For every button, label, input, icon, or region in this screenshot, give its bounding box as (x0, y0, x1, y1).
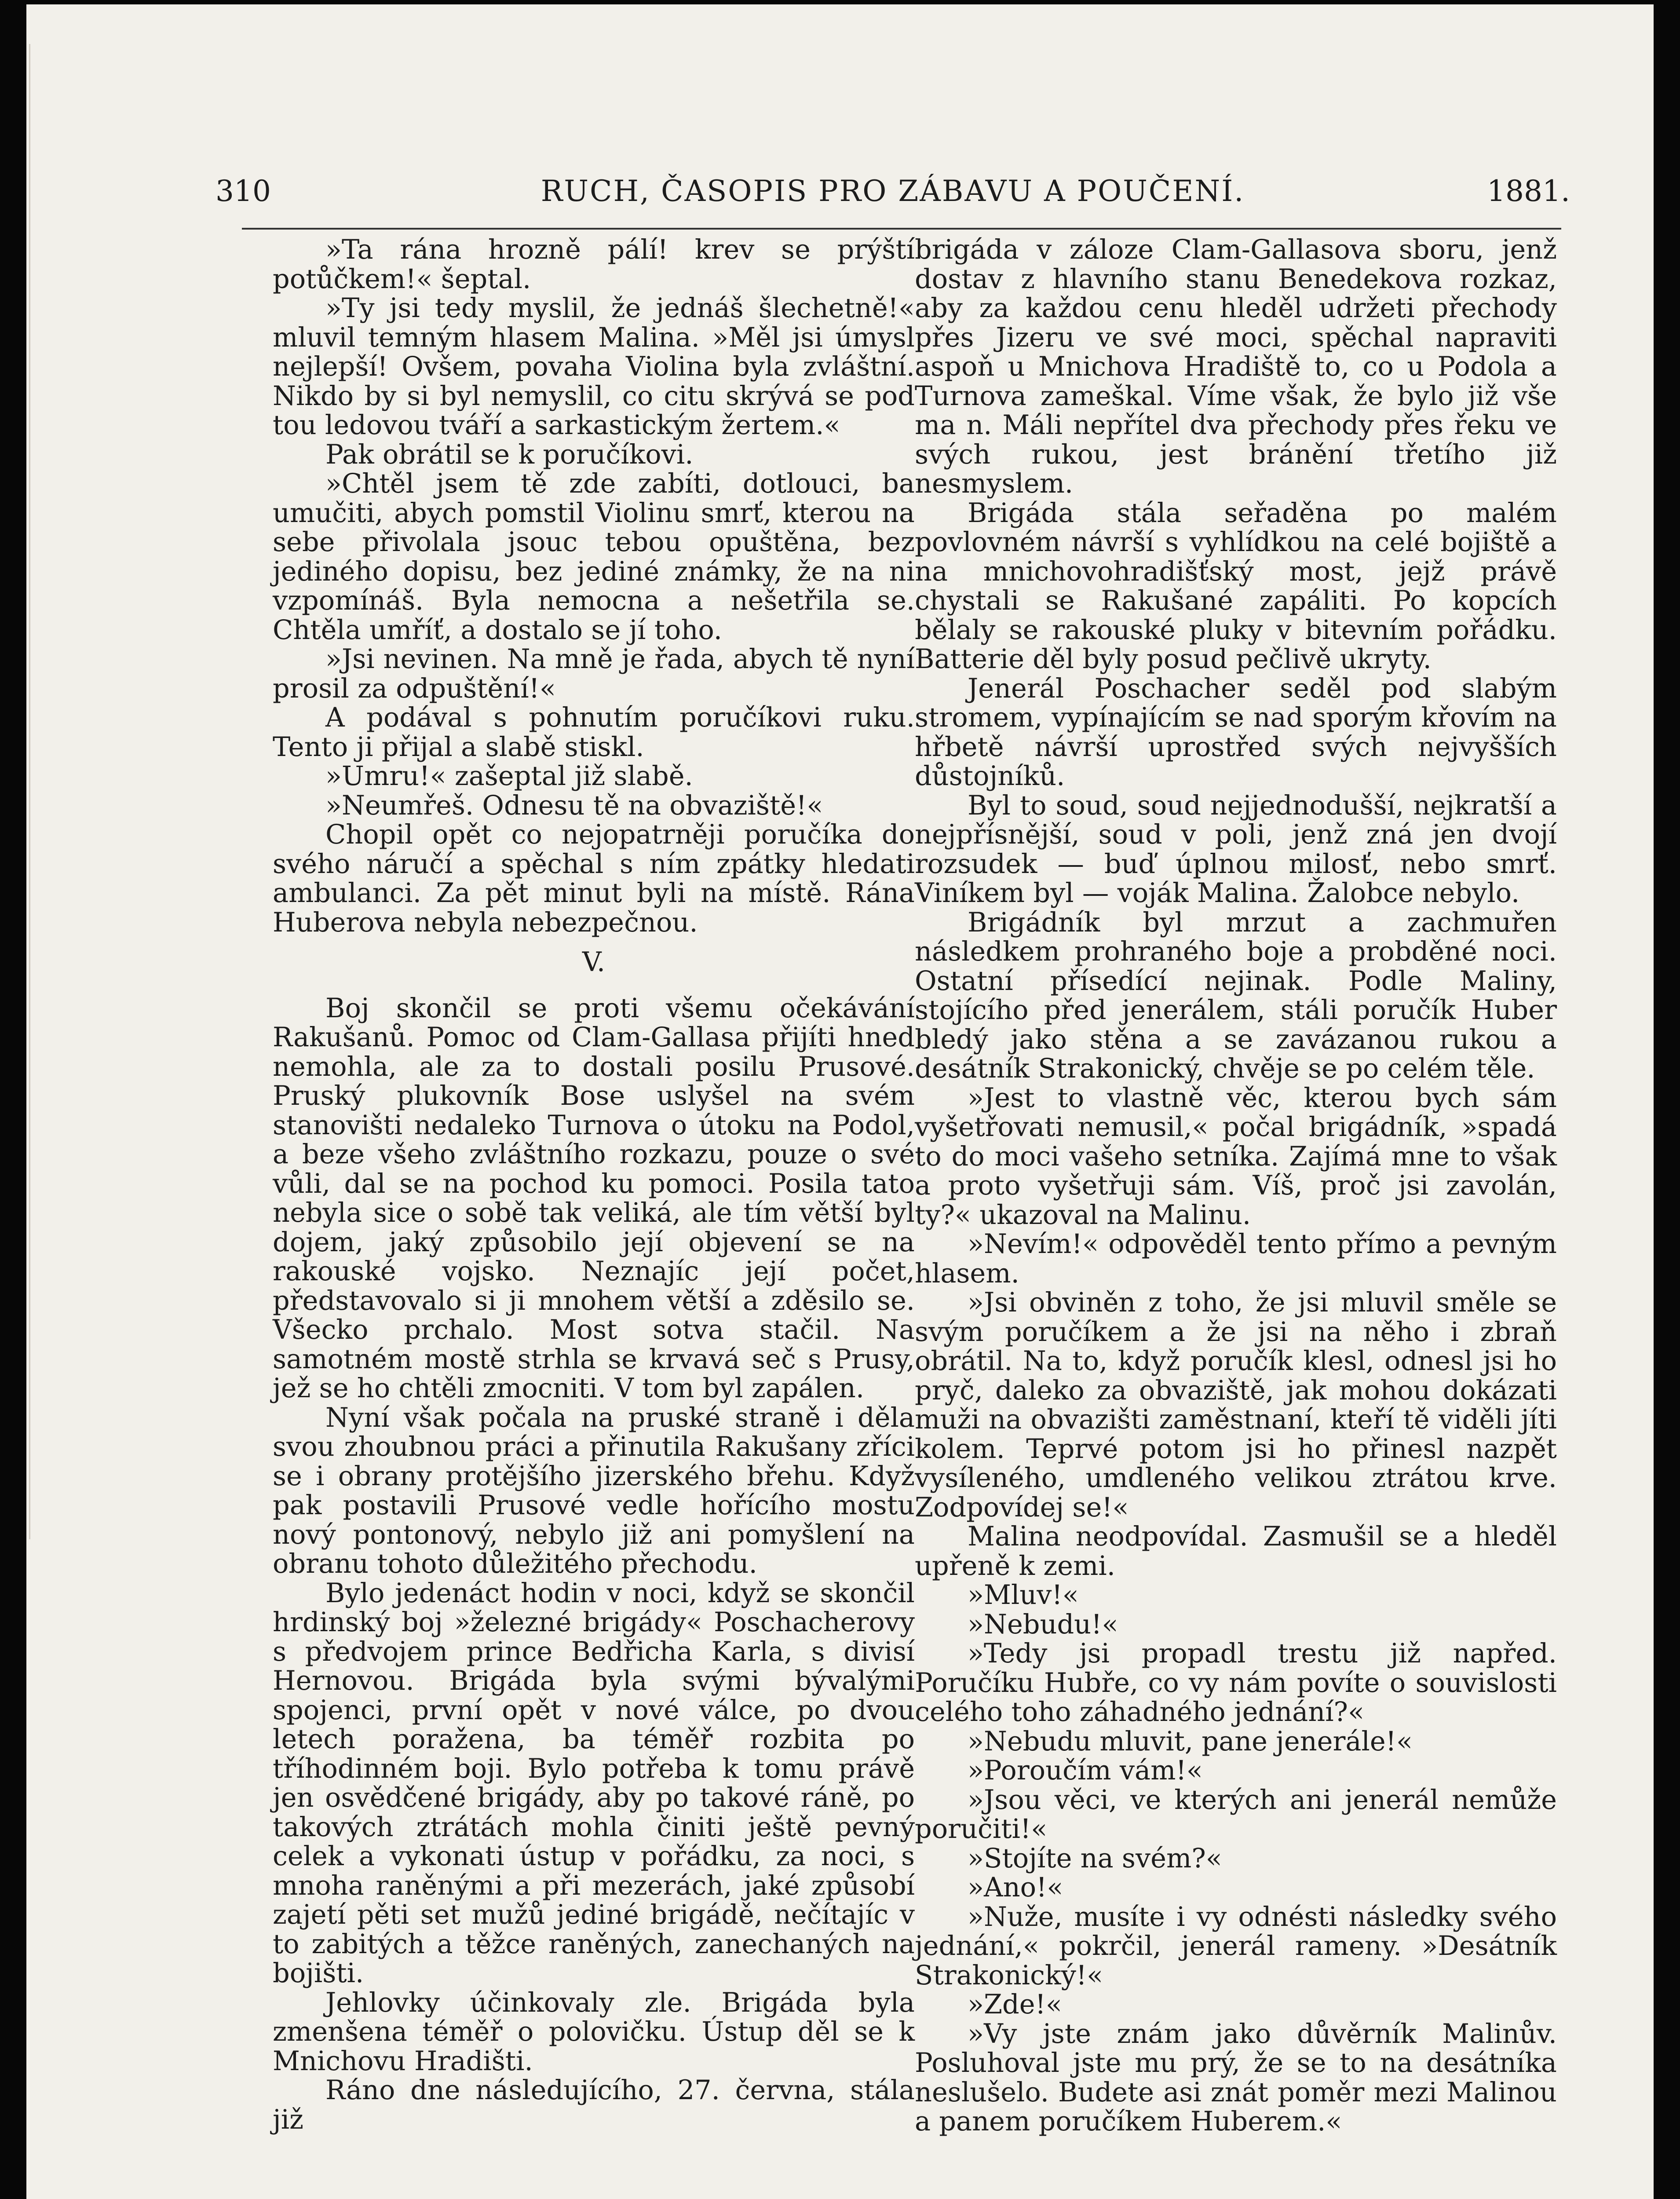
paragraph: Chopil opět co nejopatrněji poručíka do svého náručí a spěchal s ním zpátky hledati ambulanci. Za pět minut byli na místě. Rána Huberova nebyla nebezpečnou. (273, 819, 915, 938)
paragraph: Malina neodpovídal. Zasmušil se a hleděl upřeně k zemi. (915, 1521, 1557, 1582)
paragraph: Byl to soud, soud nejjednodušší, nejkratší a nejpřísnější, soud v poli, jenž zná jen dvojí rozsudek — buď úplnou milosť, nebo smrť. Viníkem byl — voják Malina. Žalobce nebylo. (915, 790, 1557, 909)
paragraph: »Nebudu mluvit, pane jenerále!« (968, 1726, 1413, 1757)
paragraph: »Jest to vlastně věc, kterou bych sám vyšetřovati nemusil,« počal brigádník, »spadá to do moci vašeho setníka. Zajímá mne to však a proto vyšetřuji sám. Víš, proč jsi zavolán, ty?« ukazoval na Malinu. (915, 1082, 1557, 1231)
paragraph: »Nuže, musíte i vy odnésti následky svého jednání,« pokrčil, jenerál rameny. »Desátník Strakonický!« (915, 1901, 1557, 1991)
paragraph: »Mluv!« (968, 1580, 1079, 1611)
paragraph: »Neumřeš. Odnesu tě na obvaziště!« (325, 790, 823, 821)
paragraph: brigáda v záloze Clam-Gallasova sboru, jenž dostav z hlavního stanu Benedekova rozkaz, aby za každou cenu hleděl udržeti přechody přes Jizeru ve své moci, spěchal napraviti aspoň u Mnichova Hradiště to, co u Podola a Turnova zameškal. Víme však, že bylo již vše ma n. Máli nepřítel dva přechody přes řeku ve svých rukou, jest bránění třetího již nesmyslem. (915, 234, 1557, 499)
paragraph: Nyní však počala na pruské straně i děla svou zhoubnou práci a přinutila Rakušany zříci se i obrany protějšího jizerského břehu. Když pak postavili Prusové vedle hořícího mostu nový pontonový, nebylo již ani pomyšlení na obranu tohoto důležitého přechodu. (273, 1402, 915, 1579)
paragraph: »Jsou věci, ve kterých ani jenerál nemůže poručiti!« (915, 1784, 1557, 1845)
paragraph: »Ta rána hrozně pálí! krev se prýští potůčkem!« šeptal. (273, 234, 915, 295)
header-divider (242, 228, 1561, 230)
paragraph: Pak obrátil se k poručíkovi. (325, 439, 694, 470)
paragraph: »Vy jste znám jako důvěrník Malinův. Posluhoval jste mu prý, že se to na desátníka neslušelo. Budete asi znát poměr mezi Malinou a panem poručíkem Huberem.« (915, 2018, 1557, 2137)
paragraph: »Jsi nevinen. Na mně je řada, abych tě nyní prosil za odpuštění!« (273, 644, 915, 704)
journal-title: RUCH, ČASOPIS PRO ZÁBAVU A POUČENÍ. (541, 174, 1245, 208)
page-number: 310 (215, 174, 271, 208)
paragraph: Jenerál Poschacher seděl pod slabým stromem, vypínajícím se nad sporým křovím na hřbetě návrší uprostřed svých nejvyšších důstojníků. (915, 673, 1557, 792)
paragraph: A podával s pohnutím poručíkovi ruku. Tento ji přijal a slabě stiskl. (273, 702, 915, 763)
paragraph: Brigáda stála seřaděna po malém povlovném návrší s vyhlídkou na celé bojiště a na mnichovohradišťský most, jejž právě chystali se Rakušané zapáliti. Po kopcích bělaly se rakouské pluky v bitevním pořádku. Batterie děl byly posud pečlivě ukryty. (915, 497, 1557, 675)
paragraph: »Chtěl jsem tě zde zabíti, dotlouci, ba umučiti, abych pomstil Violinu smrť, kterou na sebe přivolala jsouc tebou opuštěna, bez jediného dopisu, bez jediné známky, že na ni vzpomínáš. Byla nemocna a nešetřila se. Chtěla umříť, a dostalo se jí toho. (273, 468, 915, 646)
paragraph: »Nevím!« odpověděl tento přímo a pevným hlasem. (915, 1229, 1557, 1289)
paragraph: Brigádník byl mrzut a zachmuřen následkem prohraného boje a probděné noci. Ostatní přísedící nejinak. Podle Maliny, stojícího před jenerálem, stáli poručík Huber bledý jako stěna a se zavázanou rukou a desátník Strakonický, chvěje se po celém těle. (915, 907, 1557, 1084)
paragraph: Ráno dne následujícího, 27. června, stála již (273, 2075, 915, 2135)
page-edge-shadow (29, 44, 30, 1539)
paragraph: »Poroučím vám!« (968, 1755, 1203, 1786)
section-heading: V. (582, 947, 606, 978)
paragraph: Boj skončil se proti všemu očekávání Rakušanů. Pomoc od Clam-Gallasa přijíti hned nemohla, ale za to dostali posilu Prusové. Pruský plukovník Bose uslyšel na svém stanovišti nedaleko Turnova o útoku na Podol, a beze všeho zvláštního rozkazu, pouze o své vůli, dal se na pochod ku pomoci. Posila tato nebyla sice o sobě tak veliká, ale tím větší byl dojem, jaký způsobilo její objevení se na rakouské vojsko. Neznajíc její počet, představovalo si ji mnohem větší a zděsilo se. Všecko prchalo. Most sotva stačil. Na samotném mostě strhla se krvavá seč s Prusy, jež se ho chtěli zmocniti. V tom byl zapálen. (273, 993, 915, 1404)
paragraph: »Stojíte na svém?« (968, 1843, 1222, 1874)
left-column (273, 235, 915, 2134)
running-header (215, 167, 1570, 216)
paragraph: »Ty jsi tedy myslil, že jednáš šlechetně!« mluvil temným hlasem Malina. »Měl jsi úmysl nejlepší! Ovšem, povaha Violina byla zvláštní. Nikdo by si byl nemyslil, co citu skrývá se pod tou ledovou tváří a sarkastickým žertem.« (273, 293, 915, 441)
paragraph: Jehlovky účinkovaly zle. Brigáda byla zmenšena téměř o polovičku. Ústup děl se k Mnichovu Hradišti. (273, 1987, 915, 2077)
paragraph: »Ano!« (968, 1872, 1063, 1903)
paragraph: »Tedy jsi propadl trestu již napřed. Poručíku Hubře, co vy nám povíte o souvislosti celého toho záhadného jednání?« (915, 1638, 1557, 1728)
paragraph: »Zde!« (968, 1989, 1062, 2020)
paragraph: »Nebudu!« (968, 1609, 1118, 1640)
paragraph: »Umru!« zašeptal již slabě. (325, 761, 693, 792)
scanned-page (26, 4, 1654, 2199)
paragraph: Bylo jedenáct hodin v noci, když se skončil hrdinský boj »železné brigády« Poschacherovy s předvojem prince Bedřicha Karla, s divisí Hernovou. Brigáda byla svými bývalými spojenci, první opět v nové válce, po dvou letech poražena, ba téměř rozbita po tříhodinném boji. Bylo potřeba k tomu právě jen osvědčené brigády, aby po takové ráně, po takových ztrátách mohla činiti ještě pevný celek a vykonati ústup v pořádku, za noci, s mnoha raněnými a při mezerách, jaké způsobí zajetí pěti set mužů jediné brigádě, nečítajíc v to zabitých a těžce raněných, zanechaných na bojišti. (273, 1578, 915, 1989)
paragraph: »Jsi obviněn z toho, že jsi mluvil směle se svým poručíkem a že jsi na něho i zbraň obrátil. Na to, když poručík klesl, odnesl jsi ho pryč, daleko za obvaziště, jak mohou dokázati muži na obvazišti zaměstnaní, kteří tě viděli jíti kolem. Teprvé potom jsi ho přinesl nazpět vysíleného, umdleného velikou ztrátou krve. Zodpovídej se!« (915, 1287, 1557, 1523)
publication-year: 1881. (1487, 174, 1570, 208)
right-column (915, 235, 1557, 2137)
